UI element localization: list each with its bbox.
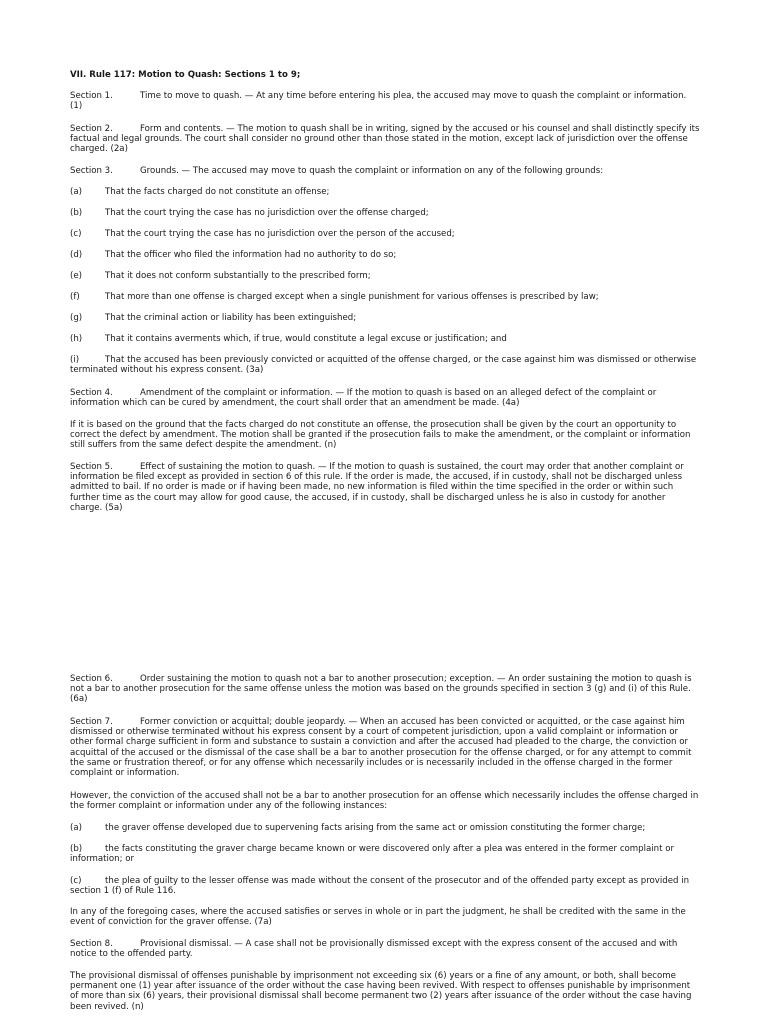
section-7-paragraph: However, the conviction of the accused shall not be a bar to another prosecution for an offense which necessarily includes the offense charged in the former complaint or information under any of the following instances: (70, 791, 699, 812)
section-text: Provisional dismissal. — A case shall not be provisionally dismissed except with the express consent of the accused and with notice to the offended party. (70, 939, 678, 960)
item-letter: (g) (70, 313, 83, 323)
section-8-paragraph: The provisional dismissal of offenses punishable by imprisonment not exceeding six (6) years or a fine of any amount, or both, shall become permanent one (1) year after issuance of the order without the case having been revived. With respect to offenses punishable by imprisonment of more than six (6) years, their provisional dismissal shall become permanent two (2) years after issuance of the order without the case having been revived. (n) (70, 971, 692, 1012)
item-letter: (b) (70, 208, 83, 218)
item-letter: (c) (70, 876, 82, 886)
item-letter: (c) (70, 229, 82, 239)
item-text: That it does not conform substantially to the prescribed form; (105, 271, 371, 281)
item-text: the graver offense developed due to supervening facts arising from the same act or omission constituting the former charge; (105, 823, 646, 833)
ground-d (70, 250, 700, 260)
instance-a (70, 823, 700, 833)
ground-h (70, 334, 700, 344)
item-text: That more than one offense is charged except when a single punishment for various offenses is prescribed by law; (105, 292, 599, 302)
section-4-paragraph: If it is based on the ground that the facts charged do not constitute an offense, the prosecution shall be given by the court an opportunity to correct the defect by amendment. The motion shall be granted if the prosecution fails to make the amendment, or the complaint or information still suffers from the same defect despite the amendment. (n) (70, 420, 691, 451)
document-title: VII. Rule 117: Motion to Quash: Sections 1 to 9; (70, 70, 301, 80)
section-number: Section 7. (70, 717, 113, 727)
item-text: That the facts charged do not constitute an offense; (105, 187, 330, 197)
item-letter: (d) (70, 250, 83, 260)
ground-f (70, 292, 700, 302)
item-text: That the officer who filed the information had no authority to do so; (105, 250, 397, 260)
section-2 (70, 124, 700, 155)
section-text: Amendment of the complaint or information. — If the motion to quash is based on an alleged defect of the complaint or information which can be cured by amendment, the court shall order that an amendment be made. (4a) (70, 388, 657, 409)
item-text: That it contains averments which, if true, would constitute a legal excuse or justification; and (105, 334, 507, 344)
ground-i (70, 355, 700, 375)
section-number: Section 2. (70, 124, 113, 134)
section-8 (70, 939, 700, 959)
section-number: Section 8. (70, 939, 113, 949)
section-text: Former conviction or acquittal; double jeopardy. — When an accused has been convicted or acquitted, or the case against him dismissed or otherwise terminated without his express consent by a court of competent jurisdiction, upon a valid complaint or information or other formal charge sufficient in form and substance to sustain a conviction and after the accused had pleaded to the charge, the conviction or acquittal of the accused or the dismissal of the case shall be a bar to another prosecution for the offense charged, or for any attempt to commit the same or frustration thereof, or for any offense which necessarily includes or is necessarily included in the offense charged in the former complaint or information. (70, 717, 692, 779)
section-number: Section 5. (70, 462, 113, 472)
section-number: Section 4. (70, 388, 113, 398)
item-text: the facts constituting the graver charge became known or were discovered only after a plea was entered in the former complaint or information; or (70, 844, 675, 865)
item-letter: (b) (70, 844, 83, 854)
ground-b (70, 208, 700, 218)
item-text: That the criminal action or liability has been extinguished; (105, 313, 357, 323)
section-text: Order sustaining the motion to quash not a bar to another prosecution; exception. — An order sustaining the motion to quash is not a bar to another prosecution for the same offense unless the motion was based on the grounds specified in section 3 (g) and (i) of this Rule. (6a) (70, 674, 692, 705)
instance-c (70, 876, 700, 896)
item-text: That the court trying the case has no jurisdiction over the person of the accused; (105, 229, 455, 239)
ground-e (70, 271, 700, 281)
item-text: That the court trying the case has no jurisdiction over the offense charged; (105, 208, 429, 218)
section-number: Section 3. (70, 166, 113, 176)
section-text: Form and contents. — The motion to quash shall be in writing, signed by the accused or his counsel and shall distinctly specify its factual and legal grounds. The court shall consider no ground other than those stated in the motion, except lack of jurisdiction over the offense charged. (2a) (70, 124, 700, 155)
section-text: Effect of sustaining the motion to quash. — If the motion to quash is sustained, the court may order that another complaint or information be filed except as provided in section 6 of this rule. If the order is made, the accused, if in custody, shall not be discharged unless admitted to bail. If no order is made or if having been made, no new information is filed within the time specified in the order or within such further time as the court may allow for good cause, the accused, if in custody, shall be discharged unless he is also in custody for another charge. (5a) (70, 462, 684, 513)
section-text: Grounds. — The accused may move to quash the complaint or information on any of the following grounds: (140, 166, 604, 176)
section-3 (70, 166, 700, 176)
item-letter: (a) (70, 187, 82, 197)
section-text: Time to move to quash. — At any time before entering his plea, the accused may move to quash the complaint or information. (1) (70, 91, 687, 112)
ground-a (70, 187, 700, 197)
ground-g (70, 313, 700, 323)
section-7 (70, 717, 700, 778)
ground-c (70, 229, 700, 239)
section-4 (70, 388, 700, 408)
section-6 (70, 674, 700, 705)
instance-b (70, 844, 700, 864)
item-text: the plea of guilty to the lesser offense was made without the consent of the prosecutor and of the offended party except as provided in section 1 (f) of Rule 116. (70, 876, 690, 897)
section-1 (70, 91, 700, 111)
section-7-credit-paragraph: In any of the foregoing cases, where the accused satisfies or serves in whole or in part the judgment, he shall be credited with the same in the event of conviction for the graver offense. (7a) (70, 907, 686, 928)
section-number: Section 1. (70, 91, 113, 101)
section-5 (70, 462, 700, 513)
item-letter: (e) (70, 271, 82, 281)
item-letter: (a) (70, 823, 82, 833)
item-text: That the accused has been previously convicted or acquitted of the offense charged, or the case against him was dismissed or otherwise terminated without his express consent. (3a) (70, 355, 697, 376)
item-letter: (h) (70, 334, 83, 344)
item-letter: (f) (70, 292, 80, 302)
section-number: Section 6. (70, 674, 113, 684)
item-letter: (i) (70, 355, 80, 365)
